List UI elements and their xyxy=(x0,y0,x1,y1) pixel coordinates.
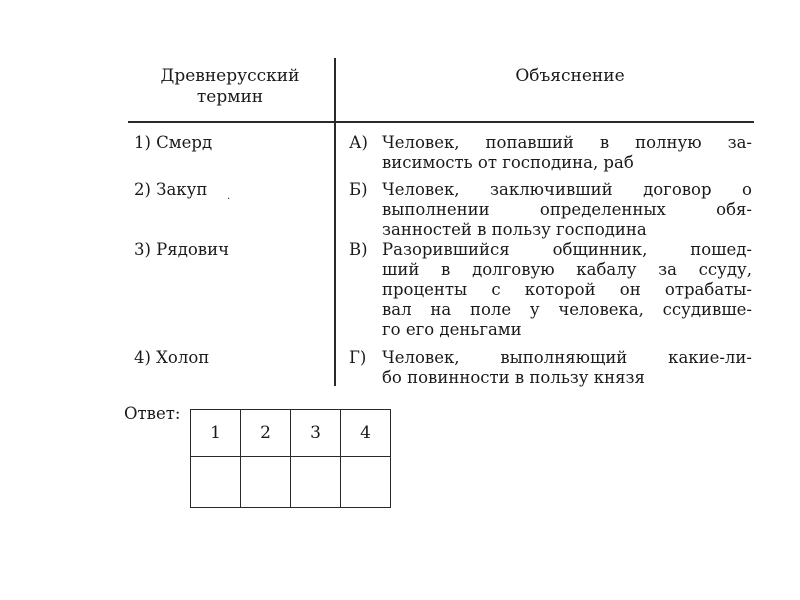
explanation-letter-b: Б) xyxy=(349,180,368,199)
answer-label: Ответ: xyxy=(124,404,181,423)
explanation-v-line: вал на поле у человека, ссудивше- xyxy=(382,300,752,319)
answer-number-1: 1 xyxy=(191,410,241,457)
term-4: 4) Холоп xyxy=(134,348,210,367)
header-divider xyxy=(128,121,754,123)
explanation-v-line: ший в долговую кабалу за ссуду, xyxy=(382,260,752,279)
answer-number-4: 4 xyxy=(341,410,391,457)
explanation-g xyxy=(382,348,752,388)
answer-table xyxy=(190,409,391,508)
answer-cell-3[interactable] xyxy=(291,457,341,508)
term-1: 1) Смерд xyxy=(134,133,213,152)
explanation-b-line: выполнении определенных обя- xyxy=(382,200,752,219)
term-3: 3) Рядович xyxy=(134,240,229,259)
column-divider xyxy=(334,58,336,386)
answer-cell-4[interactable] xyxy=(341,457,391,508)
explanation-b-line: занностей в пользу господина xyxy=(382,220,647,239)
column-header-explanation: Объяснение xyxy=(515,66,625,86)
answer-cell-2[interactable] xyxy=(241,457,291,508)
explanation-v xyxy=(382,240,752,340)
answer-number-2: 2 xyxy=(241,410,291,457)
explanation-b-line: Человек, заключивший договор о xyxy=(382,180,752,199)
column-header-term xyxy=(140,66,320,108)
column-header-term-line2: термин xyxy=(196,87,264,107)
explanation-a xyxy=(382,133,752,173)
answer-number-3: 3 xyxy=(291,410,341,457)
stray-dot: . xyxy=(227,191,231,202)
explanation-v-line: Разорившийся общинник, пошед- xyxy=(382,240,752,259)
explanation-v-line: го его деньгами xyxy=(382,320,522,339)
explanation-g-line: бо повинности в пользу князя xyxy=(382,368,645,387)
explanation-a-line: висимость от господина, раб xyxy=(382,153,634,172)
explanation-letter-g: Г) xyxy=(349,348,367,367)
explanation-b xyxy=(382,180,752,240)
answer-cell-1[interactable] xyxy=(191,457,241,508)
explanation-letter-a: А) xyxy=(349,133,368,152)
term-2: 2) Закуп xyxy=(134,180,208,199)
explanation-letter-v: В) xyxy=(349,240,368,259)
explanation-a-line: Человек, попавший в полную за- xyxy=(382,133,752,152)
explanation-v-line: проценты с которой он отрабаты- xyxy=(382,280,752,299)
column-header-term-line1: Древнерусский xyxy=(160,66,300,86)
explanation-g-line: Человек, выполняющий какие-ли- xyxy=(382,348,752,367)
